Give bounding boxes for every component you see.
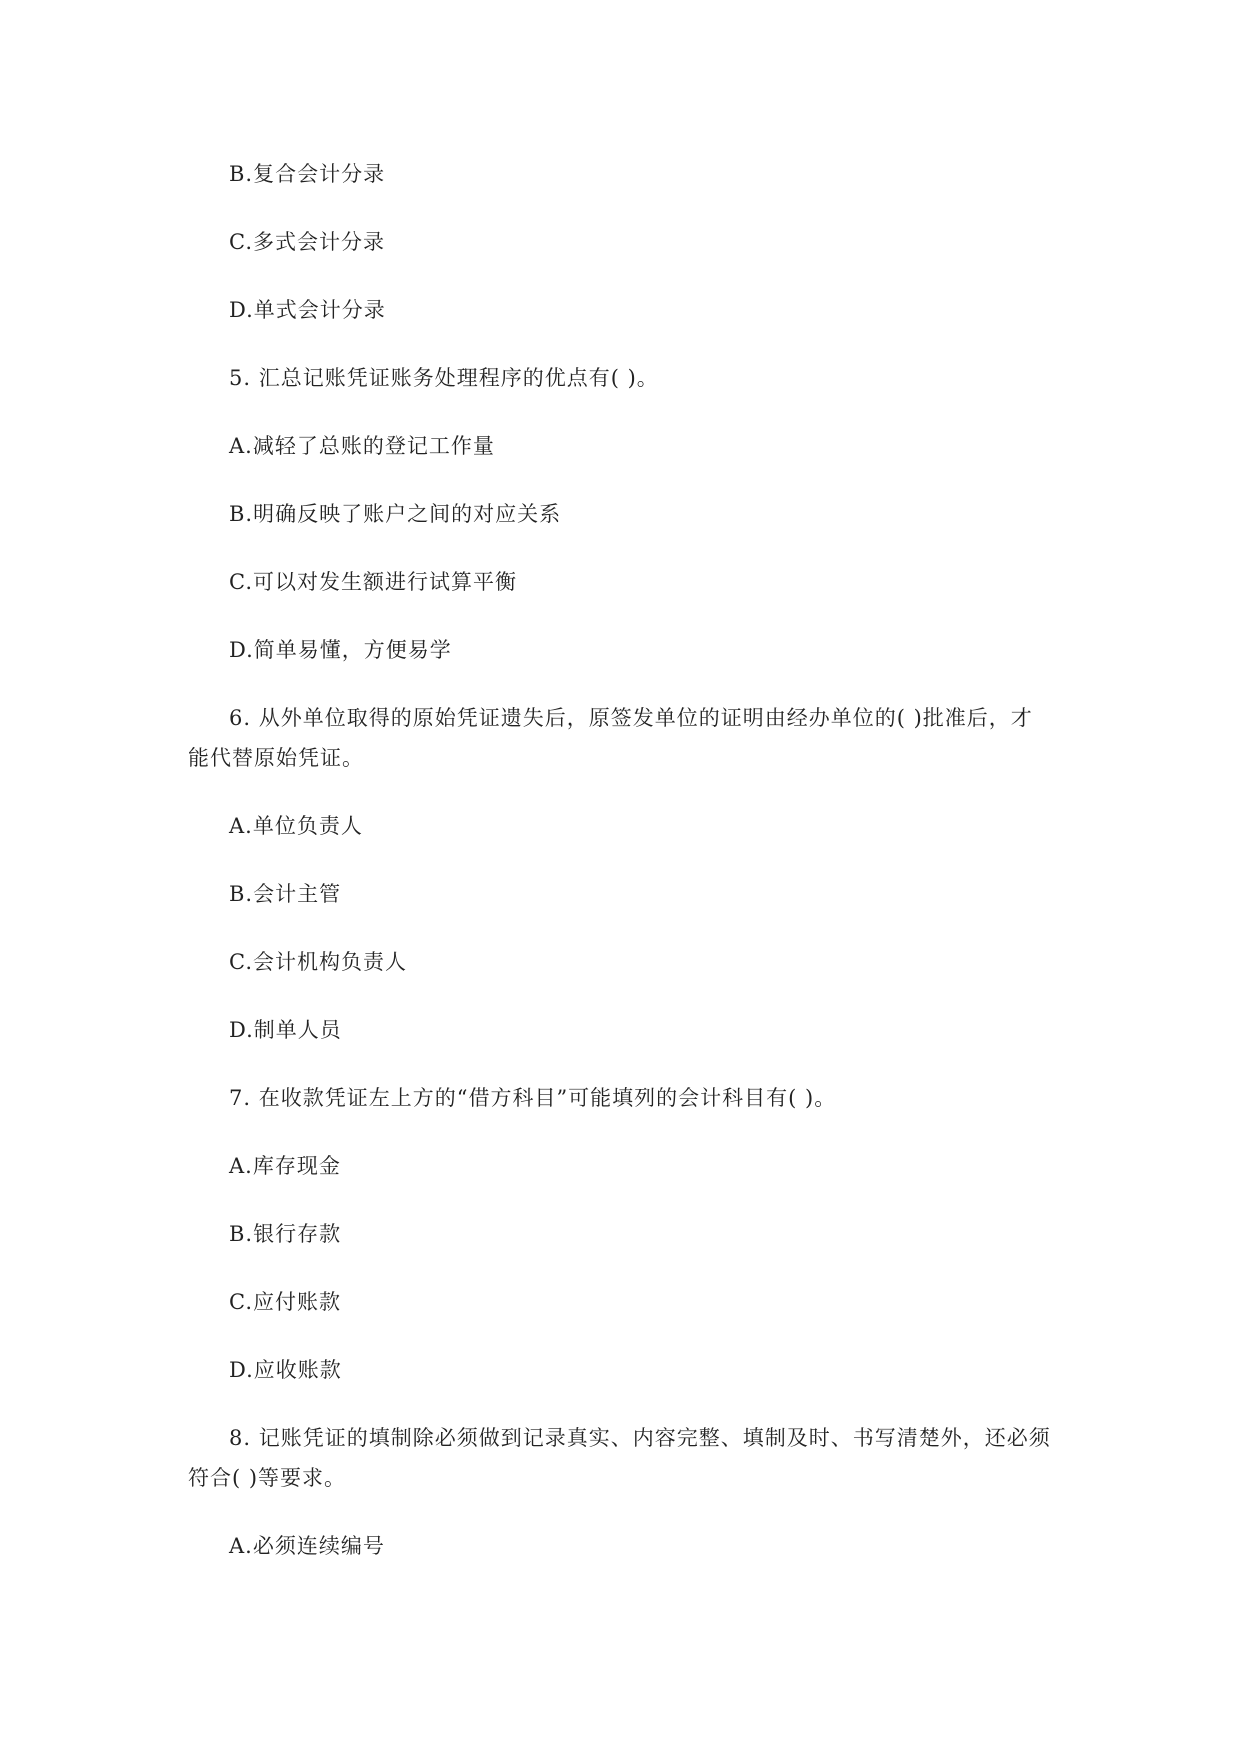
option-5c: C.可以对发生额进行试算平衡 <box>229 570 517 594</box>
option-4c: C.多式会计分录 <box>229 230 385 254</box>
option-7d: D.应收账款 <box>229 1358 342 1382</box>
option-6a: A.单位负责人 <box>229 814 363 838</box>
question-8-line-1: 8. 记账凭证的填制除必须做到记录真实、内容完整、填制及时、书写清楚外，还必须 <box>229 1426 1051 1450</box>
option-8a: A.必须连续编号 <box>229 1534 385 1558</box>
option-6b: B.会计主管 <box>229 882 342 906</box>
question-6-line-1: 6. 从外单位取得的原始凭证遗失后，原签发单位的证明由经办单位的( )批准后，才 <box>229 706 1033 730</box>
option-4b: B.复合会计分录 <box>229 162 386 186</box>
question-8-line-2: 符合( )等要求。 <box>188 1466 347 1490</box>
option-7c: C.应付账款 <box>229 1290 341 1314</box>
question-5: 5. 汇总记账凭证账务处理程序的优点有( )。 <box>229 366 659 390</box>
option-7b: B.银行存款 <box>229 1222 342 1246</box>
option-6d: D.制单人员 <box>229 1018 342 1042</box>
option-5a: A.减轻了总账的登记工作量 <box>229 434 495 458</box>
option-6c: C.会计机构负责人 <box>229 950 407 974</box>
option-7a: A.库存现金 <box>229 1154 341 1178</box>
option-5b: B.明确反映了账户之间的对应关系 <box>229 502 562 526</box>
option-5d: D.简单易懂，方便易学 <box>229 638 452 662</box>
option-4d: D.单式会计分录 <box>229 298 386 322</box>
question-7: 7. 在收款凭证左上方的“借方科目”可能填列的会计科目有( )。 <box>229 1086 837 1110</box>
question-6-line-2: 能代替原始凭证。 <box>188 746 364 770</box>
